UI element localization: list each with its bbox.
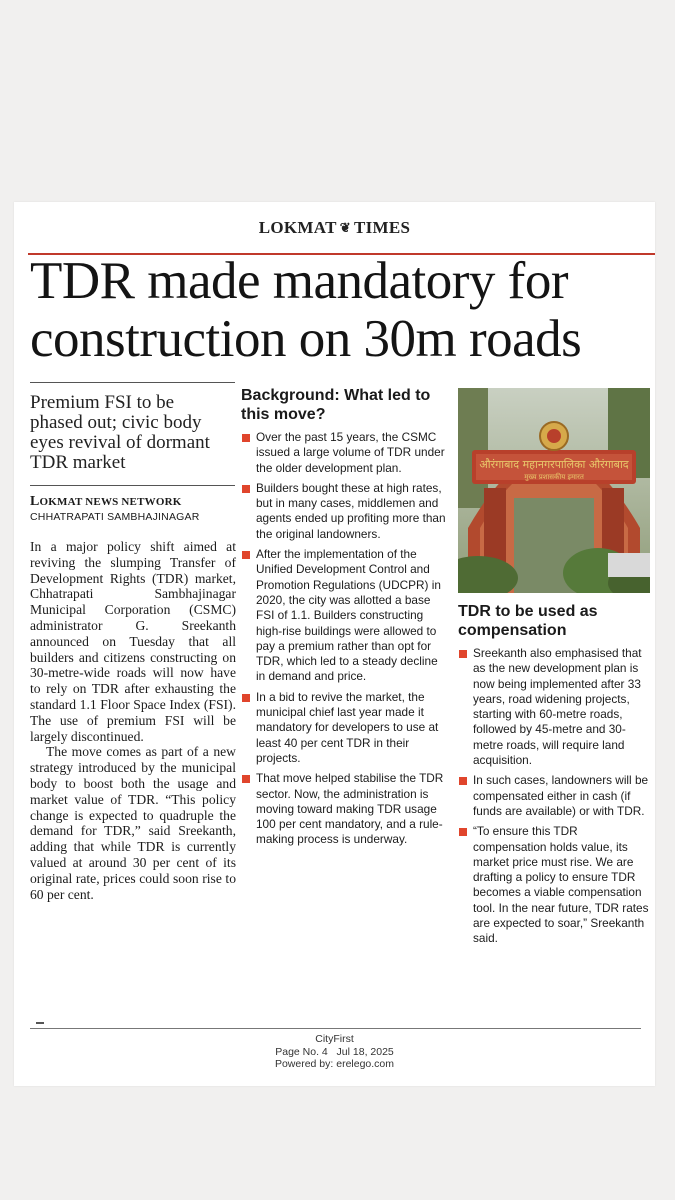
square-bullet-icon [459, 650, 467, 658]
body-paragraph-1: In a major policy shift aimed at reviving the slumping Transfer of Development Rights (TDR) market, Chhatrapati Sambhajinagar Municipal Corporation (CSMC) administrator G. Sreekanth announced on Tuesday that all builders and citizens constructing on 30-metre-wide roads will now have to rely on TDR after exhausting the standard 1.1 Floor Space Index (FSI). The use of premium FSI will be largely discontinued. [30, 539, 236, 744]
building-gate-image [458, 388, 650, 593]
footer-rule [30, 1028, 641, 1029]
background-box [241, 386, 446, 853]
csmc-building-photo [458, 388, 650, 593]
dateline: CHHATRAPATI SAMBHAJINAGAR [30, 511, 200, 523]
headline [30, 252, 660, 368]
left-column [30, 382, 236, 902]
end-dash [36, 1022, 44, 1024]
square-bullet-icon [242, 434, 250, 442]
list-item: In a bid to revive the market, the municipal chief last year made it mandatory for developers to use at least 40 per cent TDR in their projects. [241, 690, 446, 766]
list-item: Over the past 15 years, the CSMC issued a large volume of TDR under the older development plan. [241, 430, 446, 476]
list-item: That move helped stabilise the TDR sector. Now, the administration is moving toward making TDR usage 100 per cent mandatory, and a rule-making process is underway. [241, 771, 446, 847]
article-body [30, 539, 236, 902]
square-bullet-icon [242, 551, 250, 559]
list-item: Sreekanth also emphasised that as the new development plan is now being implemented after 33 years, road widening projects, starting with 60-metre roads, followed by 45-metre and 30-metre roads, will require land acquisition. [458, 646, 653, 768]
powered-by: Powered by: erelego.com [274, 1058, 395, 1070]
headline-line-2: construction on 30m roads [30, 310, 582, 368]
sign-text: औरंगाबाद महानगरपालिका औरंगाबाद [479, 458, 629, 471]
page-number: Page No. 4 [275, 1045, 328, 1058]
page-date-line [14, 1046, 655, 1059]
list-item: In such cases, landowners will be compensated either in cash (if funds are available) or with TDR. [458, 773, 653, 819]
compensation-title: TDR to be used as compensation [458, 603, 598, 639]
background-title: Background: What led to this move? [241, 387, 431, 423]
list-item: After the implementation of the Unified Development Control and Promotion Regulations (UDCPR) in 2020, the city was allotted a base FSI of 1.1. Builders constructing high-rise buildings were allowed to pay a premium rather than opt for TDR, which led to a steady decline in demand and price. [241, 547, 446, 685]
byline-text: OKMAT NEWS NETWORK [39, 496, 182, 508]
sign-subtext: मुख्य प्रशासकीय इमारत [524, 473, 584, 481]
square-bullet-icon [242, 694, 250, 702]
footer [14, 1033, 655, 1071]
background-list [241, 430, 446, 848]
body-paragraph-2: The move comes as part of a new strategy introduced by the municipal body to boost both the usage and market value of TDR. “This policy change is expected to quadruple the demand for TDR,” said Sreekanth, adding that while TDR is currently valued at around 30 per cent of its original rate, prices could soon rise to 60 per cent. [30, 744, 236, 902]
publish-date: Jul 18, 2025 [336, 1045, 394, 1058]
compensation-list [458, 646, 653, 947]
newspaper-clipping [14, 202, 655, 1086]
masthead-left: LOKMAT [258, 218, 337, 237]
deck-rule [30, 382, 235, 383]
square-bullet-icon [242, 775, 250, 783]
masthead [14, 218, 655, 238]
byline-rule [30, 485, 235, 486]
compensation-box [458, 602, 653, 952]
emblem-icon: ❦ [339, 220, 351, 235]
headline-line-1: TDR made mandatory for [30, 252, 568, 310]
deck: Premium FSI to be phased out; civic body eyes revival of dormant TDR market [30, 392, 210, 473]
list-item: “To ensure this TDR compensation holds value, its market price must rise. We are drafting a policy to ensure TDR becomes a viable compensation tool. In the near future, TDR rates are expected to soar,” Sreekanth said. [458, 824, 653, 946]
square-bullet-icon [459, 828, 467, 836]
square-bullet-icon [242, 485, 250, 493]
list-item: Builders bought these at high rates, but in many cases, middlemen and agents ended up profiting more than the original landowners. [241, 481, 446, 542]
byline: LOKMAT NEWS NETWORK [30, 494, 182, 509]
square-bullet-icon [459, 777, 467, 785]
masthead-right: TIMES [353, 218, 411, 237]
edition-name: CityFirst [315, 1033, 354, 1045]
